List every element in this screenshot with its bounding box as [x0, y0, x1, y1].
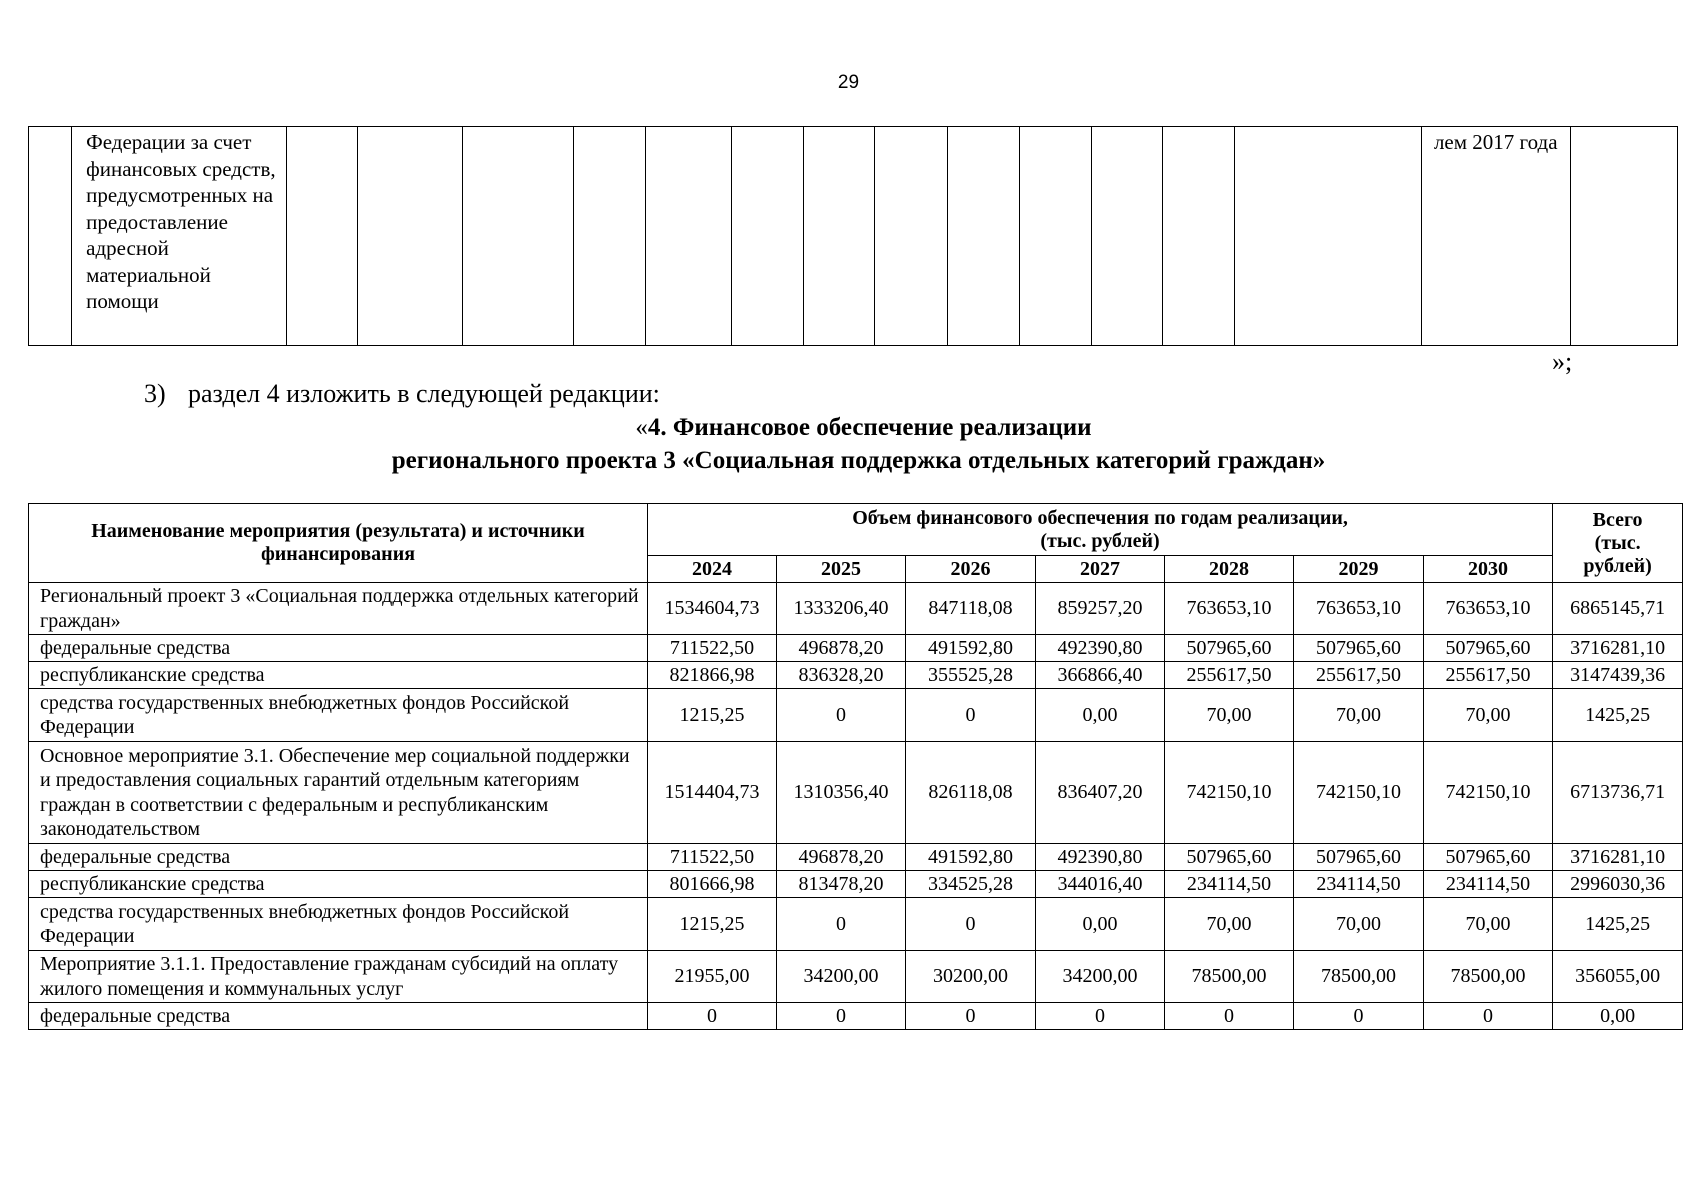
row-name: средства государственных внебюджетных фондов Российской Федерации — [29, 898, 648, 951]
row-name: республиканские средства — [29, 871, 648, 898]
value-cell: 836407,20 — [1036, 742, 1165, 844]
value-cell: 826118,08 — [906, 742, 1036, 844]
value-cell: 1215,25 — [648, 898, 777, 951]
table-cell — [462, 127, 573, 346]
section-heading-text: 4. Финансовое обеспечение реализации — [647, 414, 1092, 441]
value-cell: 255617,50 — [1165, 662, 1294, 689]
row-name: средства государственных внебюджетных фондов Российской Федерации — [29, 689, 648, 742]
value-cell: 70,00 — [1424, 689, 1553, 742]
table-cell — [286, 127, 357, 346]
value-cell: 0 — [1036, 1003, 1165, 1030]
total-cell: 3147439,36 — [1553, 662, 1683, 689]
value-cell: 70,00 — [1294, 689, 1424, 742]
value-cell: 34200,00 — [1036, 951, 1165, 1003]
value-cell: 496878,20 — [777, 844, 906, 871]
value-cell: 0,00 — [1036, 689, 1165, 742]
table-cell — [573, 127, 645, 346]
opening-quote: « — [635, 414, 648, 441]
table-row — [29, 1003, 1683, 1030]
instruction-text: раздел 4 изложить в следующей редакции: — [188, 379, 660, 408]
value-cell: 234114,50 — [1424, 871, 1553, 898]
value-cell: 234114,50 — [1294, 871, 1424, 898]
table-cell — [803, 127, 874, 346]
value-cell: 507965,60 — [1165, 635, 1294, 662]
value-cell: 78500,00 — [1424, 951, 1553, 1003]
total-cell: 1425,25 — [1553, 898, 1683, 951]
value-cell: 507965,60 — [1294, 844, 1424, 871]
value-cell: 742150,10 — [1165, 742, 1294, 844]
value-cell: 70,00 — [1165, 689, 1294, 742]
page-number: 29 — [837, 72, 860, 93]
finance-table — [28, 503, 1683, 1030]
value-cell: 801666,98 — [648, 871, 777, 898]
total-cell: 1425,25 — [1553, 689, 1683, 742]
year-header: 2024 — [648, 556, 777, 583]
table-cell — [646, 127, 731, 346]
value-cell: 0 — [1294, 1003, 1424, 1030]
value-cell: 0 — [777, 898, 906, 951]
value-cell: 0 — [906, 898, 1036, 951]
value-cell: 507965,60 — [1424, 635, 1553, 662]
value-cell: 1215,25 — [648, 689, 777, 742]
table-row — [29, 583, 1683, 635]
value-cell: 491592,80 — [906, 844, 1036, 871]
value-cell: 711522,50 — [648, 635, 777, 662]
continuation-row — [29, 127, 1678, 346]
total-cell: 356055,00 — [1553, 951, 1683, 1003]
row-name: Региональный проект 3 «Социальная поддержка отдельных категорий граждан» — [29, 583, 648, 635]
value-cell: 813478,20 — [777, 871, 906, 898]
table-cell: лем 2017 года — [1421, 127, 1571, 346]
value-cell: 763653,10 — [1165, 583, 1294, 635]
table-cell — [1571, 127, 1678, 346]
value-cell: 496878,20 — [777, 635, 906, 662]
amendment-instruction — [144, 379, 660, 409]
value-cell: 0 — [906, 689, 1036, 742]
row-name: федеральные средства — [29, 844, 648, 871]
table-cell — [1163, 127, 1235, 346]
value-cell: 255617,50 — [1294, 662, 1424, 689]
value-cell: 21955,00 — [648, 951, 777, 1003]
value-cell: 334525,28 — [906, 871, 1036, 898]
value-cell: 34200,00 — [777, 951, 906, 1003]
value-cell: 0 — [1424, 1003, 1553, 1030]
table-row — [29, 662, 1683, 689]
value-cell: 70,00 — [1424, 898, 1553, 951]
total-cell: 2996030,36 — [1553, 871, 1683, 898]
table-row — [29, 871, 1683, 898]
continuation-table — [28, 126, 1678, 346]
value-cell: 742150,10 — [1424, 742, 1553, 844]
column-header-volume: Объем финансового обеспечения по годам реализации, (тыс. рублей) — [648, 504, 1553, 556]
value-cell: 366866,40 — [1036, 662, 1165, 689]
value-cell: 742150,10 — [1294, 742, 1424, 844]
value-cell: 859257,20 — [1036, 583, 1165, 635]
value-cell: 1514404,73 — [648, 742, 777, 844]
table-cell — [1091, 127, 1162, 346]
value-cell: 0 — [777, 1003, 906, 1030]
total-cell: 6865145,71 — [1553, 583, 1683, 635]
table-cell — [29, 127, 72, 346]
value-cell: 711522,50 — [648, 844, 777, 871]
table-cell — [358, 127, 462, 346]
table-cell — [731, 127, 803, 346]
value-cell: 763653,10 — [1294, 583, 1424, 635]
value-cell: 507965,60 — [1294, 635, 1424, 662]
table-row — [29, 689, 1683, 742]
table-cell — [1235, 127, 1422, 346]
value-cell: 30200,00 — [906, 951, 1036, 1003]
total-cell: 3716281,10 — [1553, 844, 1683, 871]
year-header: 2027 — [1036, 556, 1165, 583]
value-cell: 0 — [1165, 1003, 1294, 1030]
table-header-row — [29, 504, 1683, 556]
total-cell: 6713736,71 — [1553, 742, 1683, 844]
year-header: 2025 — [777, 556, 906, 583]
closing-quote: »; — [1552, 347, 1573, 376]
value-cell: 78500,00 — [1294, 951, 1424, 1003]
table-cell — [875, 127, 948, 346]
table-cell — [1019, 127, 1091, 346]
table-row — [29, 951, 1683, 1003]
instruction-number: 3) — [144, 379, 166, 408]
year-header: 2028 — [1165, 556, 1294, 583]
table-cell — [948, 127, 1019, 346]
year-header: 2029 — [1294, 556, 1424, 583]
row-name: республиканские средства — [29, 662, 648, 689]
value-cell: 0 — [777, 689, 906, 742]
row-name: федеральные средства — [29, 635, 648, 662]
value-cell: 1333206,40 — [777, 583, 906, 635]
value-cell: 492390,80 — [1036, 844, 1165, 871]
value-cell: 78500,00 — [1165, 951, 1294, 1003]
section-heading-line-1 — [0, 414, 1697, 442]
table-row — [29, 635, 1683, 662]
value-cell: 234114,50 — [1165, 871, 1294, 898]
value-cell: 70,00 — [1294, 898, 1424, 951]
total-cell: 3716281,10 — [1553, 635, 1683, 662]
total-cell: 0,00 — [1553, 1003, 1683, 1030]
value-cell: 491592,80 — [906, 635, 1036, 662]
year-header: 2030 — [1424, 556, 1553, 583]
table-row — [29, 898, 1683, 951]
value-cell: 492390,80 — [1036, 635, 1165, 662]
row-name: Основное мероприятие 3.1. Обеспечение мер социальной поддержки и предоставления социальных гарантий отдельным категориям граждан в соответствии с федеральным и республиканским законодательством — [29, 742, 648, 844]
value-cell: 763653,10 — [1424, 583, 1553, 635]
value-cell: 1534604,73 — [648, 583, 777, 635]
row-name: федеральные средства — [29, 1003, 648, 1030]
table-row — [29, 742, 1683, 844]
value-cell: 0,00 — [1036, 898, 1165, 951]
table-cell: Федерации за счет финансовых средств, предусмотренных на предоставление адресной материальной помощи — [72, 127, 287, 346]
section-heading-line-2: регионального проекта 3 «Социальная поддержка отдельных категорий граждан» — [391, 447, 1326, 474]
value-cell: 0 — [906, 1003, 1036, 1030]
row-name: Мероприятие 3.1.1. Предоставление гражданам субсидий на оплату жилого помещения и коммунальных услуг — [29, 951, 648, 1003]
value-cell: 821866,98 — [648, 662, 777, 689]
value-cell: 344016,40 — [1036, 871, 1165, 898]
value-cell: 70,00 — [1165, 898, 1294, 951]
value-cell: 847118,08 — [906, 583, 1036, 635]
column-header-name: Наименование мероприятия (результата) и источники финансирования — [29, 504, 648, 583]
value-cell: 255617,50 — [1424, 662, 1553, 689]
value-cell: 0 — [648, 1003, 777, 1030]
table-row — [29, 844, 1683, 871]
column-header-total: Всего (тыс. рублей) — [1553, 504, 1683, 583]
value-cell: 836328,20 — [777, 662, 906, 689]
value-cell: 507965,60 — [1165, 844, 1294, 871]
value-cell: 1310356,40 — [777, 742, 906, 844]
year-header: 2026 — [906, 556, 1036, 583]
value-cell: 355525,28 — [906, 662, 1036, 689]
value-cell: 507965,60 — [1424, 844, 1553, 871]
